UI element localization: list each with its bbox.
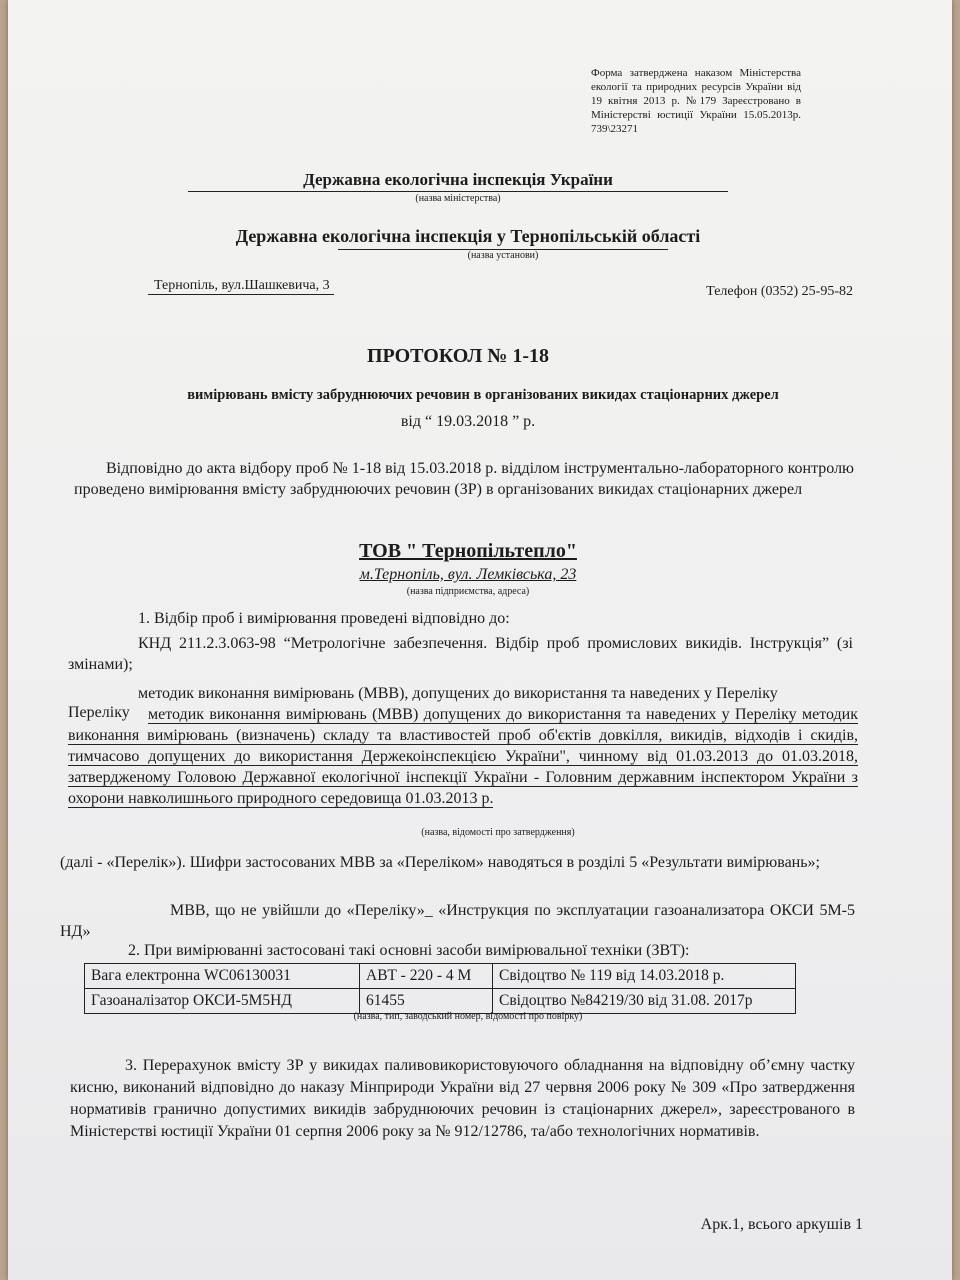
table-row	[85, 989, 796, 1014]
protocol-date: від “ 19.03.2018 ” р.	[400, 413, 536, 430]
page-footer: Арк.1, всього аркушів 1	[700, 1216, 863, 1233]
section1-heading: 1. Відбір проб і вимірювання проведені відповідно до:	[138, 610, 510, 627]
equipment-name: Вага електронна WC06130031	[85, 964, 360, 989]
company-name: ТОВ " Тернопільтепло"	[359, 540, 577, 562]
ministry-name: Державна екологічна інспекція України	[188, 170, 728, 192]
ministry-caption: (назва міністерства)	[415, 193, 501, 204]
section1-extra: МВВ, що не увійшли до «Переліку»_ «Инструкция по эксплуатации газоанализатора ОКСИ 5М-5 НД»	[60, 902, 855, 940]
company-caption: (назва підприємства, адреса)	[406, 586, 530, 597]
approval-note: Форма затверджена наказом Міністерства екології та природних ресурсів України від 19 квітня 2013 р. №179 Зареєстровано в Міністерстві юстиції України 15.05.2013р. 739\23271	[591, 67, 801, 135]
table-row	[85, 964, 796, 989]
document-page	[8, 0, 952, 1280]
section1-methods: методик виконання вимірювань (МВВ), допущених до використання та наведених у Переліку	[138, 685, 778, 702]
section1-knd: КНД 211.2.3.063-98 “Метрологічне забезпечення. Відбір проб промислових викидів. Інструкція” (зі змінами);	[68, 635, 853, 673]
equipment-table	[84, 963, 796, 1014]
section1-ciphers: (далі - «Перелік»). Шифри застосованих МВВ за «Переліком» наводяться в розділі 5 «Результати вимірювань»;	[60, 854, 820, 871]
phone: Телефон (0352) 25-95-82	[706, 284, 853, 299]
equipment-serial: АВТ - 220 - 4 М	[360, 964, 493, 989]
address: Тернопіль, вул.Шашкевича, 3	[148, 278, 334, 295]
section1-list-caption: (назва, відомості про затвердження)	[421, 827, 575, 838]
intro-paragraph: Відповідно до акта відбору проб № 1-18 від 15.03.2018 р. відділом інструментально-лабораторного контролю проведено вимірювання вмісту забруднюючих речовин (ЗР) в організованих викидах стаціонарних джерел	[74, 460, 854, 498]
protocol-subtitle: вимірювань вмісту забруднюючих речовин в організованих викидах стаціонарних джерел	[187, 387, 779, 403]
equipment-name: Газоаналізатор ОКСИ-5М5НД	[85, 989, 360, 1014]
institution-name: Державна екологічна інспекція у Тернопільській області	[235, 226, 701, 246]
company-address: м.Тернопіль, вул. Лемківська, 23	[359, 566, 577, 583]
section3-paragraph: 3. Перерахунок вмісту ЗР у викидах паливовикористовуючого обладнання на відповідну об’ємну частку кисню, виконаний відповідно до наказу Мінприроди України від 27 червня 2006 року № 309 «Про затвердження нормативів гранично допустимих викидів забруднюючих речовин із стаціонарних джерел», зареєстрованого в Міністерстві юстиції України 01 серпня 2006 року за № 912/12786, та/або технологічних нормативів.	[70, 1057, 855, 1140]
section1-list-text: методик виконання вимірювань (МВВ) допущених до використання та наведених у Переліку методик виконання вимірювань (визначень) складу та властивостей проб об'єктів довкілля, викидів, відходів і скидів, тимчасово допущених до використання Держекоінспекцією України", чинному від 01.03.2013 до 01.03.2018, затвердженому Головою Державної екологічної інспекції України - Головним державним інспектором України з охорони навколишнього природного середовища 01.03.2013 р.	[68, 706, 858, 807]
equipment-cert: Свідоцтво №84219/30 від 31.08. 2017р	[493, 989, 796, 1014]
section1-list	[68, 704, 858, 809]
equipment-caption: (назва, тип, заводський номер, відомості про повірку)	[353, 1011, 583, 1022]
section1-methods-end: Переліку	[68, 704, 130, 721]
section2-heading: 2. При вимірюванні застосовані такі основні засоби вимірювальної техніки (ЗВТ):	[128, 942, 690, 959]
institution-caption: (назва установи)	[467, 250, 539, 261]
equipment-serial: 61455	[360, 989, 493, 1014]
protocol-title: ПРОТОКОЛ № 1-18	[366, 345, 550, 367]
equipment-cert: Свідоцтво № 119 від 14.03.2018 р.	[493, 964, 796, 989]
